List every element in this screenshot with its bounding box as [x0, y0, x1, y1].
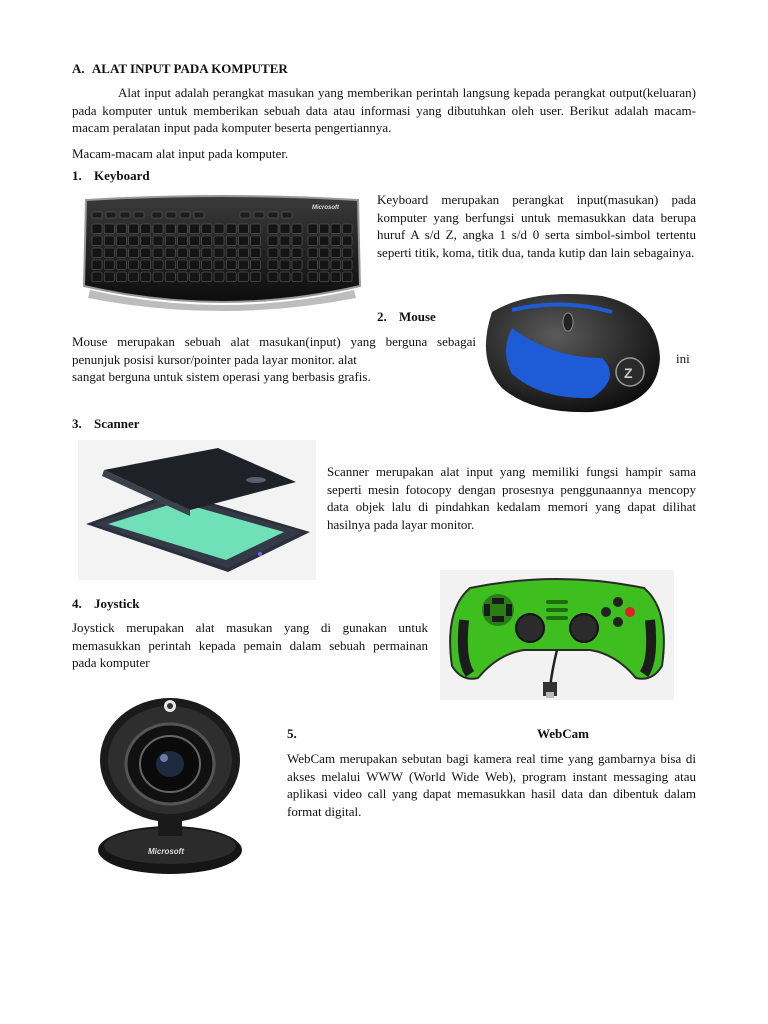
section-title: ALAT INPUT PADA KOMPUTER — [91, 61, 288, 76]
mouse-description-b: ini — [676, 351, 690, 366]
keyboard-brand: Microsoft — [312, 205, 339, 211]
mouse-image — [472, 288, 666, 416]
webcam-description: WebCam merupakan sebutan bagi kamera real time yang gambarnya bisa di akses melalui WWW (World Wide Web), program instant messaging atau aplikasi video call yang dapat memasukkan hasil data dan dibentuk dalam format digital. — [287, 751, 696, 819]
joystick-number: 4. — [72, 596, 82, 611]
webcam-brand: Microsoft — [148, 847, 184, 856]
scanner-image — [78, 440, 316, 580]
mouse-description-c: sangat berguna untuk sistem operasi yang berbasis grafis. — [72, 369, 371, 384]
webcam-title: WebCam — [537, 726, 589, 741]
mouse-description-a: Mouse merupakan sebuah alat masukan(input) yang berguna sebagai penunjuk posisi kursor/pointer pada layar monitor. alat — [72, 334, 476, 367]
svg-text:Z: Z — [624, 365, 633, 381]
section-heading — [72, 61, 288, 77]
section-letter: A. — [72, 61, 85, 76]
scanner-heading — [72, 416, 140, 432]
webcam-image — [94, 688, 248, 880]
keyboard-key-grid — [92, 224, 352, 282]
webcam-heading — [287, 726, 589, 742]
joystick-description: Joystick merupakan alat masukan yang di gunakan untuk memasukkan perintah kepada pemain dalam sebuah permainan pada komputer — [72, 620, 428, 670]
mouse-title: Mouse — [399, 309, 436, 324]
keyboard-description: Keyboard merupakan perangkat input(masukan) pada komputer yang berfungsi untuk memasukkan data berupa huruf A s/d Z, angka 1 s/d 0 serta simbol-simbol tertentu seperti titik, koma, titik dua, tanda kutip dan lain sebagainya. — [377, 192, 696, 260]
webcam-number: 5. — [287, 726, 297, 741]
joystick-title: Joystick — [94, 596, 140, 611]
joystick-image — [440, 570, 674, 700]
keyboard-heading — [72, 168, 150, 184]
scanner-number: 3. — [72, 416, 82, 431]
keyboard-title: Keyboard — [94, 168, 150, 183]
mouse-number: 2. — [377, 309, 387, 324]
intro-paragraph: Alat input adalah perangkat masukan yang memberikan perintah langsung kepada perangkat output(keluaran) pada komputer untuk memberikan sebuah data atau informasi yang dibutuhkan oleh user. Berikut adalah macam-macam peralatan input pada komputer beserta pengertiannya. — [72, 85, 696, 135]
scanner-title: Scanner — [94, 416, 140, 431]
keyboard-image — [80, 194, 364, 312]
mouse-heading — [377, 309, 436, 325]
keyboard-number: 1. — [72, 168, 82, 183]
list-intro: Macam-macam alat input pada komputer. — [72, 146, 289, 161]
joystick-heading — [72, 596, 140, 612]
scanner-description: Scanner merupakan alat input yang memiliki fungsi hampir sama seperti mesin fotocopy dengan prosesnya penggunaannya mencopy data objek lalu di pindahkan kedalam memori yang dapat dilihat hasilnya pada layar monitor. — [327, 464, 696, 532]
